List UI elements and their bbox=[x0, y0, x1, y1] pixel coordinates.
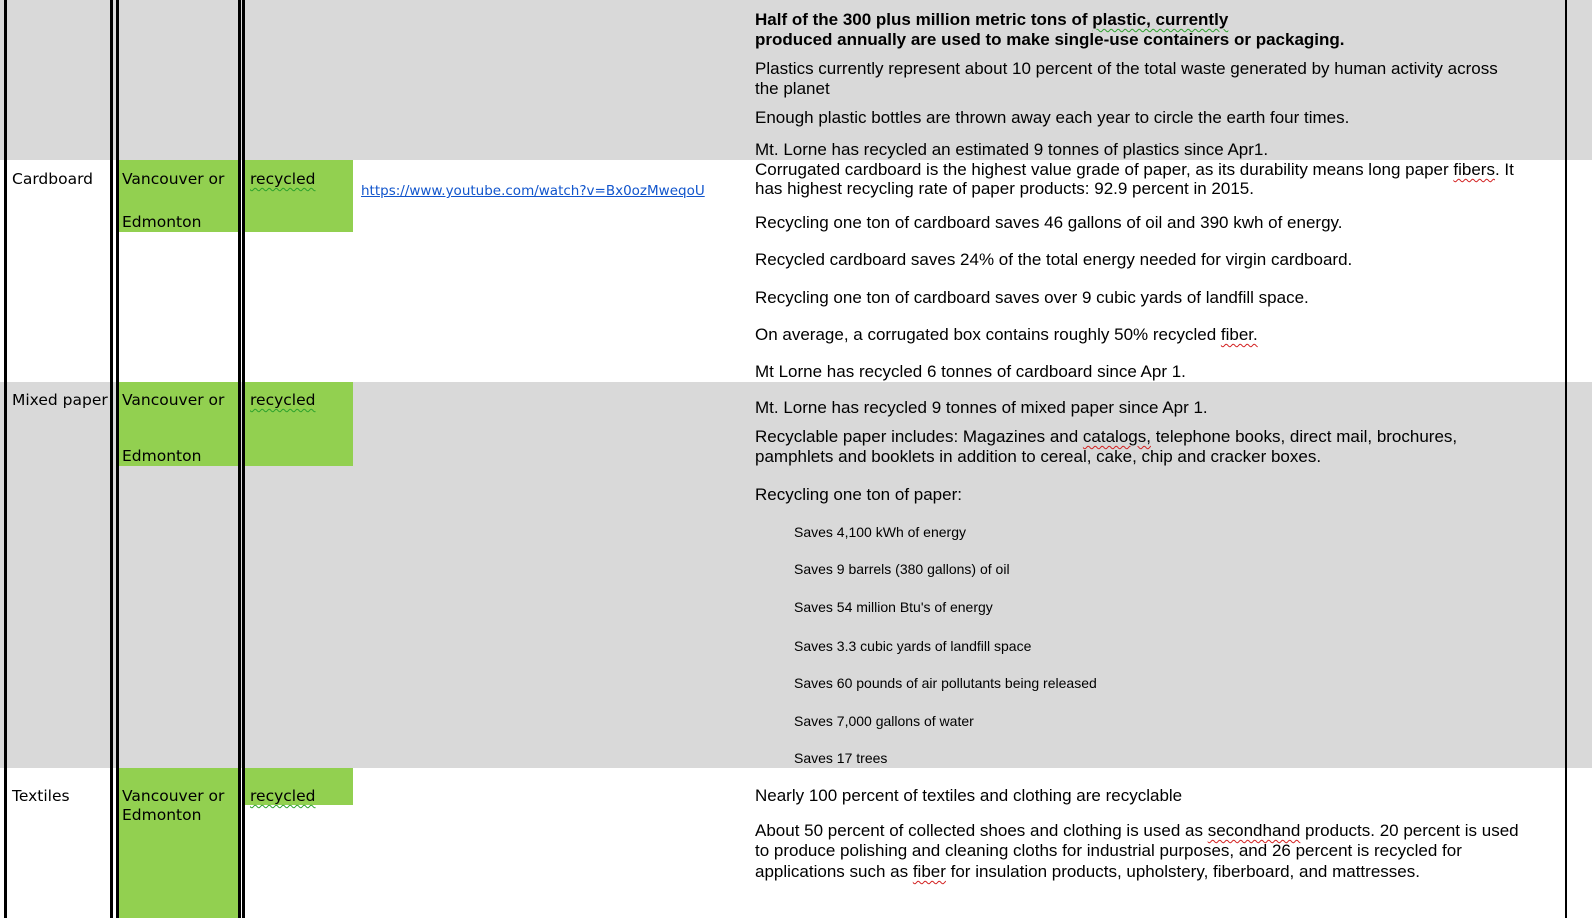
savings-list-item: Saves 54 million Btu's of energy bbox=[794, 599, 993, 615]
textiles-fact-reuse: About 50 percent of collected shoes and clothing is used as secondhand products. 20 percent is used bbox=[755, 821, 1519, 840]
cardboard-status: recycled bbox=[250, 170, 316, 188]
textiles-fact-reuse-line3: applications such as fiber for insulation products, upholstery, fiberboard, and mattresses. bbox=[755, 862, 1420, 881]
cardboard-fact-grade-line2: has highest recycling rate of paper products: 92.9 percent in 2015. bbox=[755, 179, 1254, 198]
mixed-paper-status: recycled bbox=[250, 391, 316, 409]
savings-list-item: Saves 3.3 cubic yards of landfill space bbox=[794, 638, 1032, 654]
textiles-material-label: Textiles bbox=[12, 787, 70, 805]
savings-list-item: Saves 4,100 kWh of energy bbox=[794, 524, 966, 540]
mixed-paper-fact-includes-line2: pamphlets and booklets in addition to cereal, cake, chip and cracker boxes. bbox=[755, 447, 1322, 466]
cardboard-fact-oil: Recycling one ton of cardboard saves 46 gallons of oil and 390 kwh of energy. bbox=[755, 213, 1343, 232]
plastics-fact-tonnes: Mt. Lorne has recycled an estimated 9 tonnes of plastics since Apr1. bbox=[755, 140, 1269, 159]
plastics-fact-bottles: Enough plastic bottles are thrown away each year to circle the earth four times. bbox=[755, 108, 1350, 127]
savings-list-item: Saves 9 barrels (380 gallons) of oil bbox=[794, 561, 1010, 577]
plastics-fact-waste-line2: the planet bbox=[755, 79, 830, 98]
mixed-paper-fact-includes: Recyclable paper includes: Magazines and catalogs, telephone books, direct mail, brochures, bbox=[755, 427, 1458, 446]
cardboard-destination-line2: Edmonton bbox=[122, 213, 202, 231]
table-border-col2a bbox=[238, 0, 241, 918]
table-border-col2b bbox=[242, 0, 245, 918]
cardboard-destination-line1: Vancouver or bbox=[122, 170, 225, 188]
plastics-fact-waste: Plastics currently represent about 10 percent of the total waste generated by human activity across bbox=[755, 59, 1498, 78]
textiles-destination-line1: Vancouver or bbox=[122, 787, 225, 805]
textiles-fact-recyclable: Nearly 100 percent of textiles and clothing are recyclable bbox=[755, 786, 1183, 805]
mixed-paper-fact-tonnes: Mt. Lorne has recycled 9 tonnes of mixed paper since Apr 1. bbox=[755, 398, 1208, 417]
textiles-status: recycled bbox=[250, 787, 316, 805]
table-border-col1b bbox=[116, 0, 119, 918]
mixed-paper-destination-line1: Vancouver or bbox=[122, 391, 225, 409]
table-border-left bbox=[4, 0, 7, 918]
cardboard-material-label: Cardboard bbox=[12, 170, 94, 188]
mixed-paper-material-label: Mixed paper bbox=[12, 391, 108, 409]
savings-list-item: Saves 7,000 gallons of water bbox=[794, 713, 974, 729]
textiles-fact-reuse-line2: to produce polishing and cleaning cloths for industrial purposes, and 26 percent is recycled for bbox=[755, 841, 1462, 860]
cardboard-fact-energy: Recycled cardboard saves 24% of the total energy needed for virgin cardboard. bbox=[755, 250, 1353, 269]
cardboard-video-link[interactable]: https://www.youtube.com/watch?v=Bx0ozMweqoU bbox=[361, 183, 705, 199]
savings-list-item: Saves 60 pounds of air pollutants being released bbox=[794, 675, 1097, 691]
plastics-headline: Half of the 300 plus million metric tons of plastic, currently bbox=[755, 10, 1229, 29]
cardboard-fact-landfill: Recycling one ton of cardboard saves over 9 cubic yards of landfill space. bbox=[755, 288, 1309, 307]
cardboard-fact-fiber: On average, a corrugated box contains roughly 50% recycled fiber. bbox=[755, 325, 1258, 344]
cardboard-fact-grade: Corrugated cardboard is the highest value grade of paper, as its durability means long paper fibers. It bbox=[755, 160, 1514, 179]
mixed-paper-destination-line2: Edmonton bbox=[122, 447, 202, 465]
cardboard-fact-tonnes: Mt Lorne has recycled 6 tonnes of cardboard since Apr 1. bbox=[755, 362, 1186, 381]
plastics-headline-line2: produced annually are used to make single-use containers or packaging. bbox=[755, 30, 1345, 49]
savings-list-item: Saves 17 trees bbox=[794, 750, 888, 766]
textiles-destination-line2: Edmonton bbox=[122, 806, 202, 824]
mixed-paper-fact-heading: Recycling one ton of paper: bbox=[755, 485, 962, 504]
table-border-col1a bbox=[110, 0, 113, 918]
table-border-right bbox=[1565, 0, 1567, 918]
